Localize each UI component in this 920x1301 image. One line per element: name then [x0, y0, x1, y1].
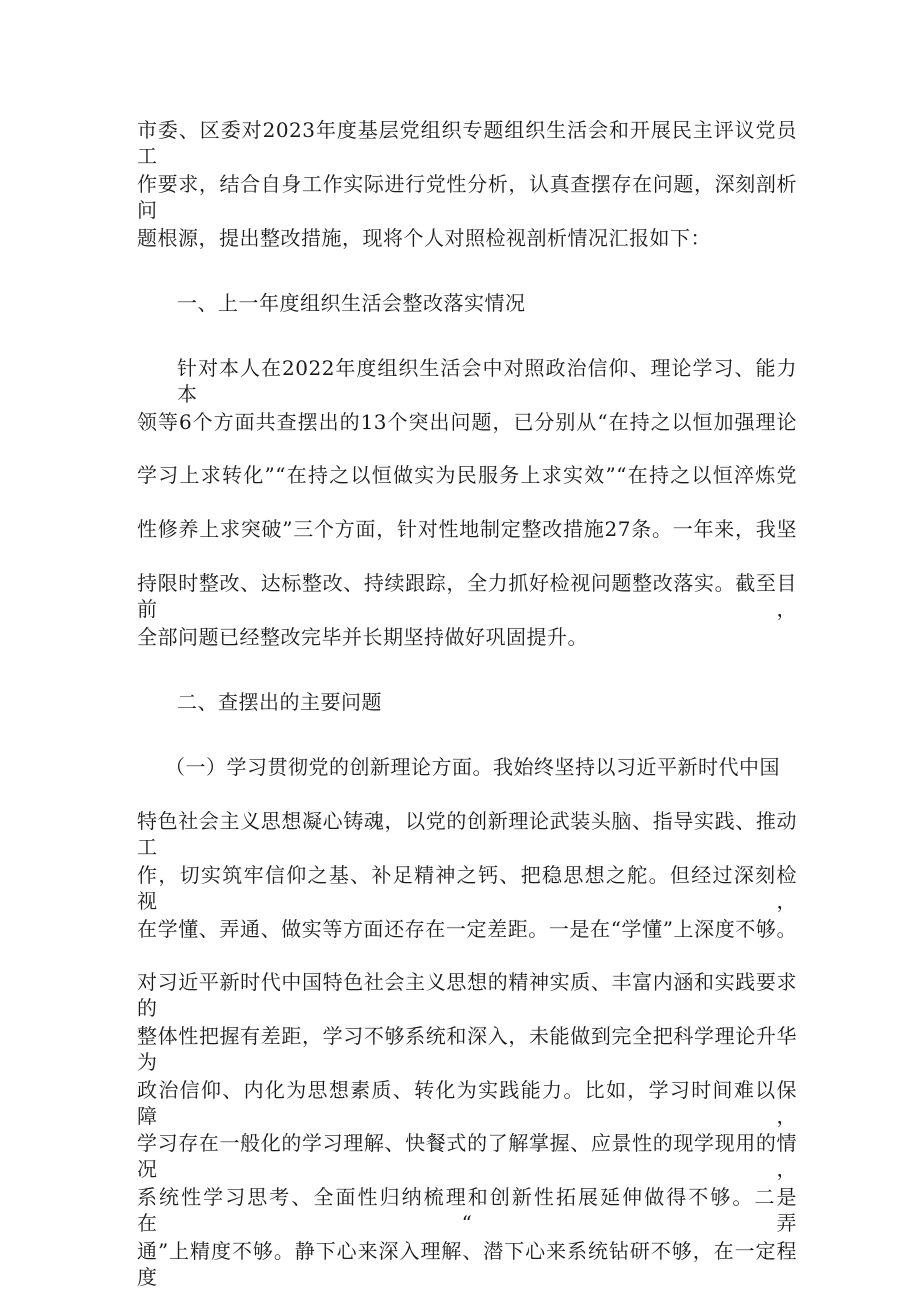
body-line: 整体性把握有差距，学习不够系统和深入，未能做到完全把科学理论升华为	[137, 1024, 797, 1074]
intro-line: 题根源，提出整改措施，现将个人对照检视剖析情况汇报如下：	[137, 226, 711, 250]
body-line: 系统性学习思考、全面性归纳梳理和创新性拓展延伸做得不够。二是在“弄	[137, 1185, 797, 1235]
body-line: 学习存在一般化的学习理解、快餐式的了解掌握、应景性的现学现用的情况，	[137, 1131, 797, 1181]
intro-line: 市委、区委对2023年度基层党组织专题组织生活会和开展民主评议党员工	[137, 118, 797, 168]
body-line: 在学懂、弄通、做实等方面还存在一定差距。一是在“学懂”上深度不够。	[137, 917, 797, 941]
body-line: （一）学习贯彻党的创新理论方面。我始终坚持以习近平新时代中国	[165, 755, 780, 779]
body-line: 持限时整改、达标整改、持续跟踪，全力抓好检视问题整改落实。截至目前，	[137, 571, 797, 621]
section-heading: 一、上一年度组织生活会整改落实情况	[177, 291, 526, 315]
body-line: 针对本人在2022年度组织生活会中对照政治信仰、理论学习、能力本	[177, 356, 797, 406]
body-line: 学习上求转化”“在持之以恒做实为民服务上求实效”“在持之以恒淬炼党	[137, 463, 797, 487]
body-line: 作，切实筑牢信仰之基、补足精神之钙、把稳思想之舵。但经过深刻检视，	[137, 863, 797, 913]
body-line: 政治信仰、内化为思想素质、转化为实践能力。比如，学习时间难以保障，	[137, 1078, 797, 1128]
body-line: 特色社会主义思想凝心铸魂，以党的创新理论武装头脑、指导实践、推动工	[137, 809, 797, 859]
intro-line: 作要求，结合自身工作实际进行党性分析，认真查摆存在问题，深刻剖析问	[137, 172, 797, 222]
body-line: 通”上精度不够。静下心来深入理解、潜下心来系统钻研不够，在一定程度	[137, 1239, 797, 1289]
body-line: 全部问题已经整改完毕并长期坚持做好巩固提升。	[137, 625, 588, 649]
body-line: 性修养上求突破”三个方面，针对性地制定整改措施27条。一年来，我坚	[137, 517, 797, 541]
body-line: 领等6个方面共查摆出的13个突出问题，已分别从“在持之以恒加强理论	[137, 410, 797, 434]
body-line: 对习近平新时代中国特色社会主义思想的精神实质、丰富内涵和实践要求的	[137, 970, 797, 1020]
section-heading: 二、查摆出的主要问题	[177, 690, 382, 714]
